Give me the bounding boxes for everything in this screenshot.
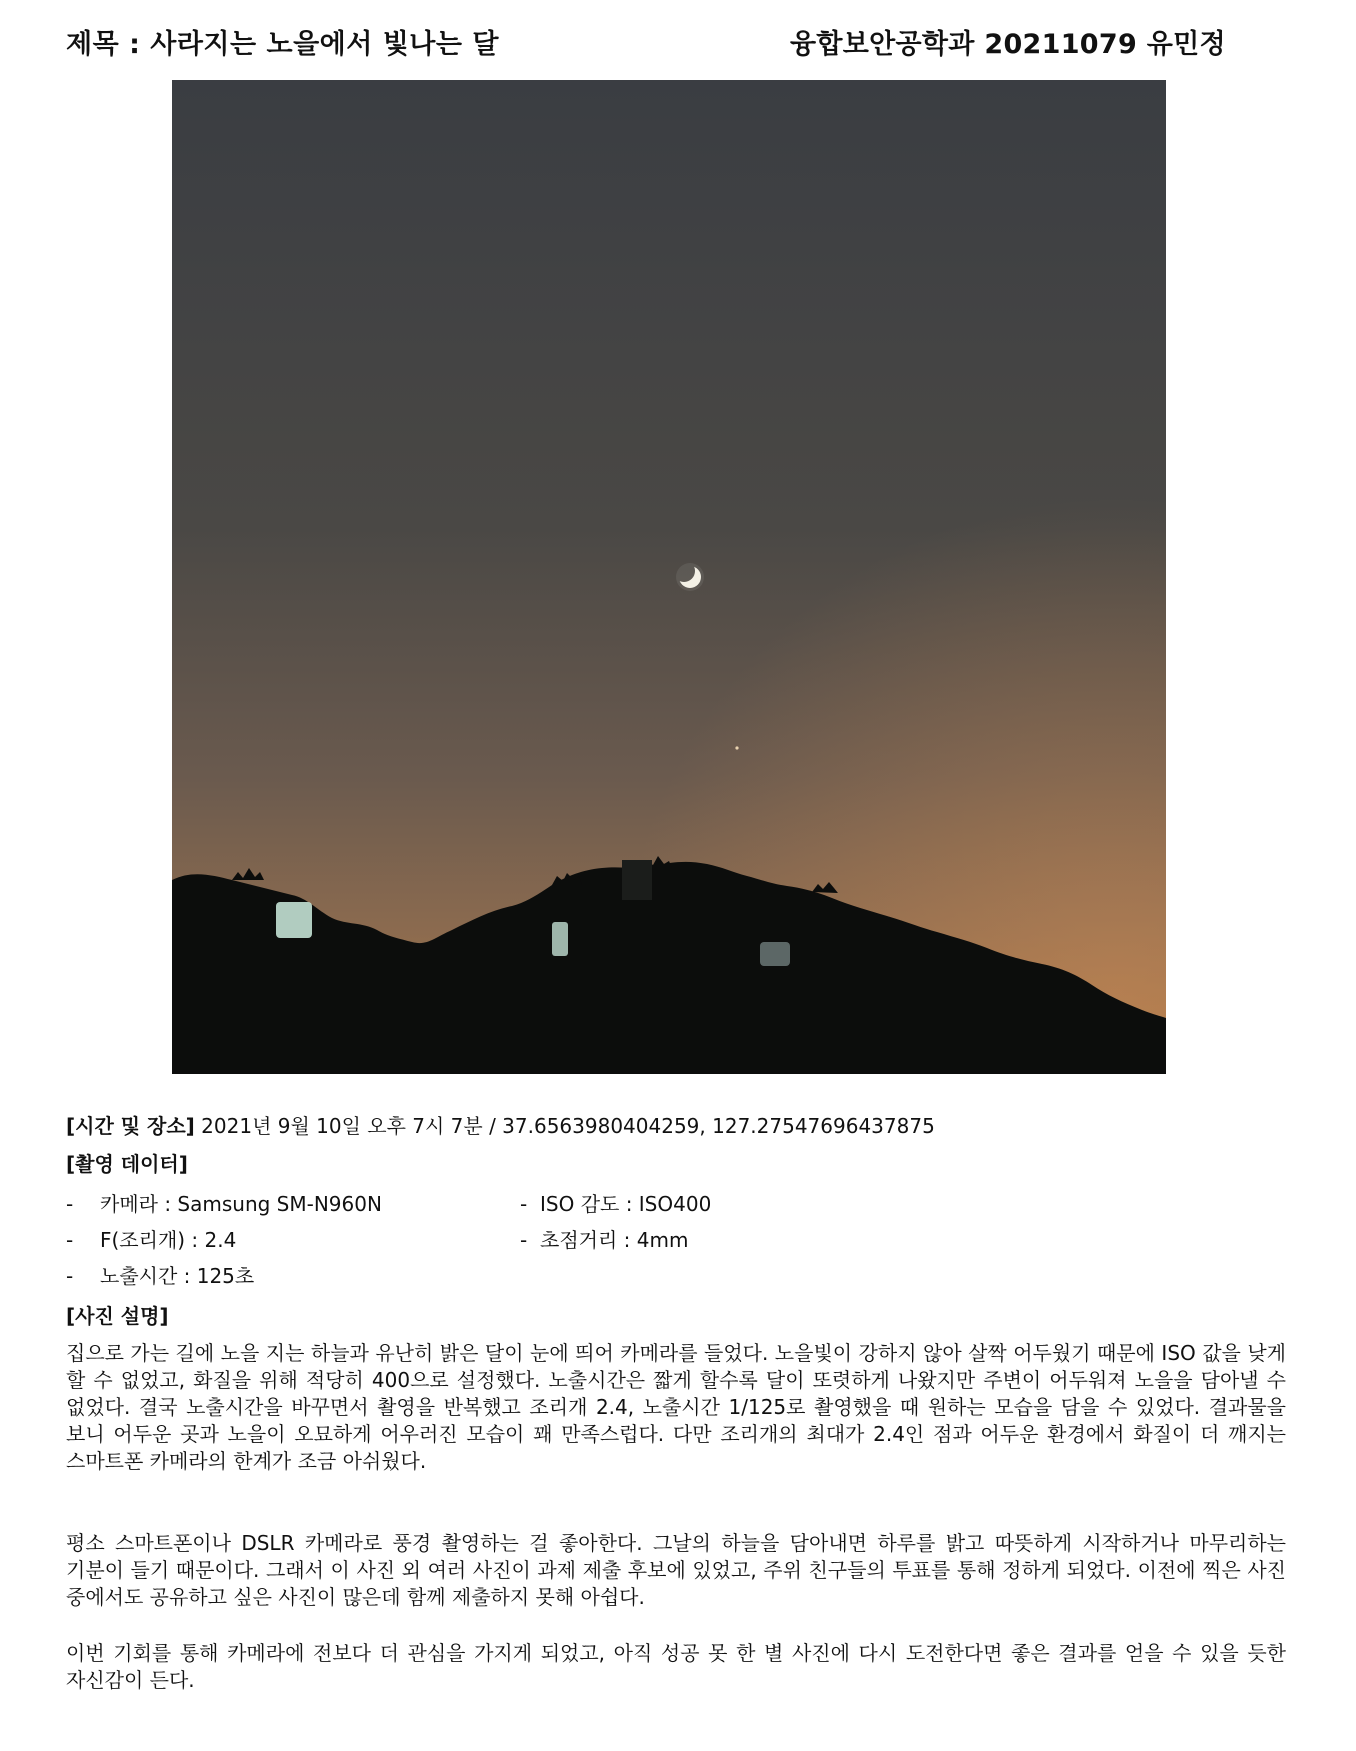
- time-place-line: [66, 1110, 935, 1139]
- spec-exposure-text: 노출시간 : 125초: [100, 1264, 255, 1288]
- list-dash: -: [520, 1192, 528, 1216]
- moon-photo: [172, 80, 1166, 1074]
- list-dash: -: [66, 1228, 74, 1252]
- street-light-left: [276, 902, 312, 938]
- time-place-label: [시간 및 장소]: [66, 1114, 195, 1138]
- star: [735, 746, 738, 749]
- spec-camera-text: 카메라 : Samsung SM-N960N: [100, 1192, 382, 1216]
- spec-iso-text: ISO 감도 : ISO400: [540, 1192, 712, 1216]
- time-place-value: 2021년 9월 10일 오후 7시 7분 / 37.6563980404259, 127.27547696437875: [201, 1114, 935, 1138]
- spec-exposure: [66, 1260, 254, 1289]
- spec-aperture-text: F(조리개) : 2.4: [100, 1228, 237, 1252]
- spec-camera: [66, 1188, 382, 1217]
- street-light-right: [760, 942, 790, 966]
- building: [622, 860, 652, 900]
- list-dash: -: [520, 1228, 528, 1252]
- author-info: 융합보안공학과 20211079 유민정: [790, 29, 1226, 60]
- spec-iso: [520, 1188, 711, 1217]
- spec-focal-length: [520, 1224, 688, 1253]
- description-paragraph-3: 이번 기회를 통해 카메라에 전보다 더 관심을 가지게 되었고, 아직 성공 못 한 별 사진에 다시 도전한다면 좋은 결과를 얻을 수 있을 듯한 자신감이 든다.: [66, 1641, 1286, 1692]
- spec-aperture: [66, 1224, 236, 1253]
- street-light-center: [552, 922, 568, 956]
- list-dash: -: [66, 1264, 74, 1288]
- description-paragraph-2: 평소 스마트폰이나 DSLR 카메라로 풍경 촬영하는 걸 좋아한다. 그날의 하늘을 담아내면 하루를 밝고 따뜻하게 시작하거나 마무리하는 기분이 들기 때문이다. 그래서 이 사진 외 여러 사진이 과제 제출 후보에 있었고, 주위 친구들의 투표를 통해 정하게 되었다. 이전에 찍은 사진 중에서도 공유하고 싶은 사진이 많은데 함께 제출하지 못해 아쉽다.: [66, 1531, 1286, 1609]
- shooting-data-heading: [촬영 데이터]: [66, 1152, 188, 1176]
- list-dash: -: [66, 1192, 74, 1216]
- description-paragraph-1: 집으로 가는 길에 노을 지는 하늘과 유난히 밝은 달이 눈에 띄어 카메라를 들었다. 노을빛이 강하지 않아 살짝 어두웠기 때문에 ISO 값을 낮게 할 수 없었고, 화질을 위해 적당히 400으로 설정했다. 노출시간은 짧게 할수록 달이 또렷하게 나왔지만 주변이 어두워져 노을을 담아낼 수 없었다. 결국 노출시간을 바꾸면서 촬영을 반복했고 조리개 2.4, 노출시간 1/125로 촬영했을 때 원하는 모습을 담을 수 있었다. 결과물을 보니 어두운 곳과 노을이 오묘하게 어우러진 모습이 꽤 만족스럽다. 다만 조리개의 최대가 2.4인 점과 어두운 환경에서 화질이 더 깨지는 스마트폰 카메라의 한계가 조금 아쉬웠다.: [66, 1341, 1286, 1473]
- photo-illustration: [172, 80, 1166, 1074]
- document-title: 제목 : 사라지는 노을에서 빛나는 달: [66, 29, 499, 60]
- description-heading: [사진 설명]: [66, 1304, 169, 1328]
- spec-focal-length-text: 초점거리 : 4mm: [540, 1228, 689, 1252]
